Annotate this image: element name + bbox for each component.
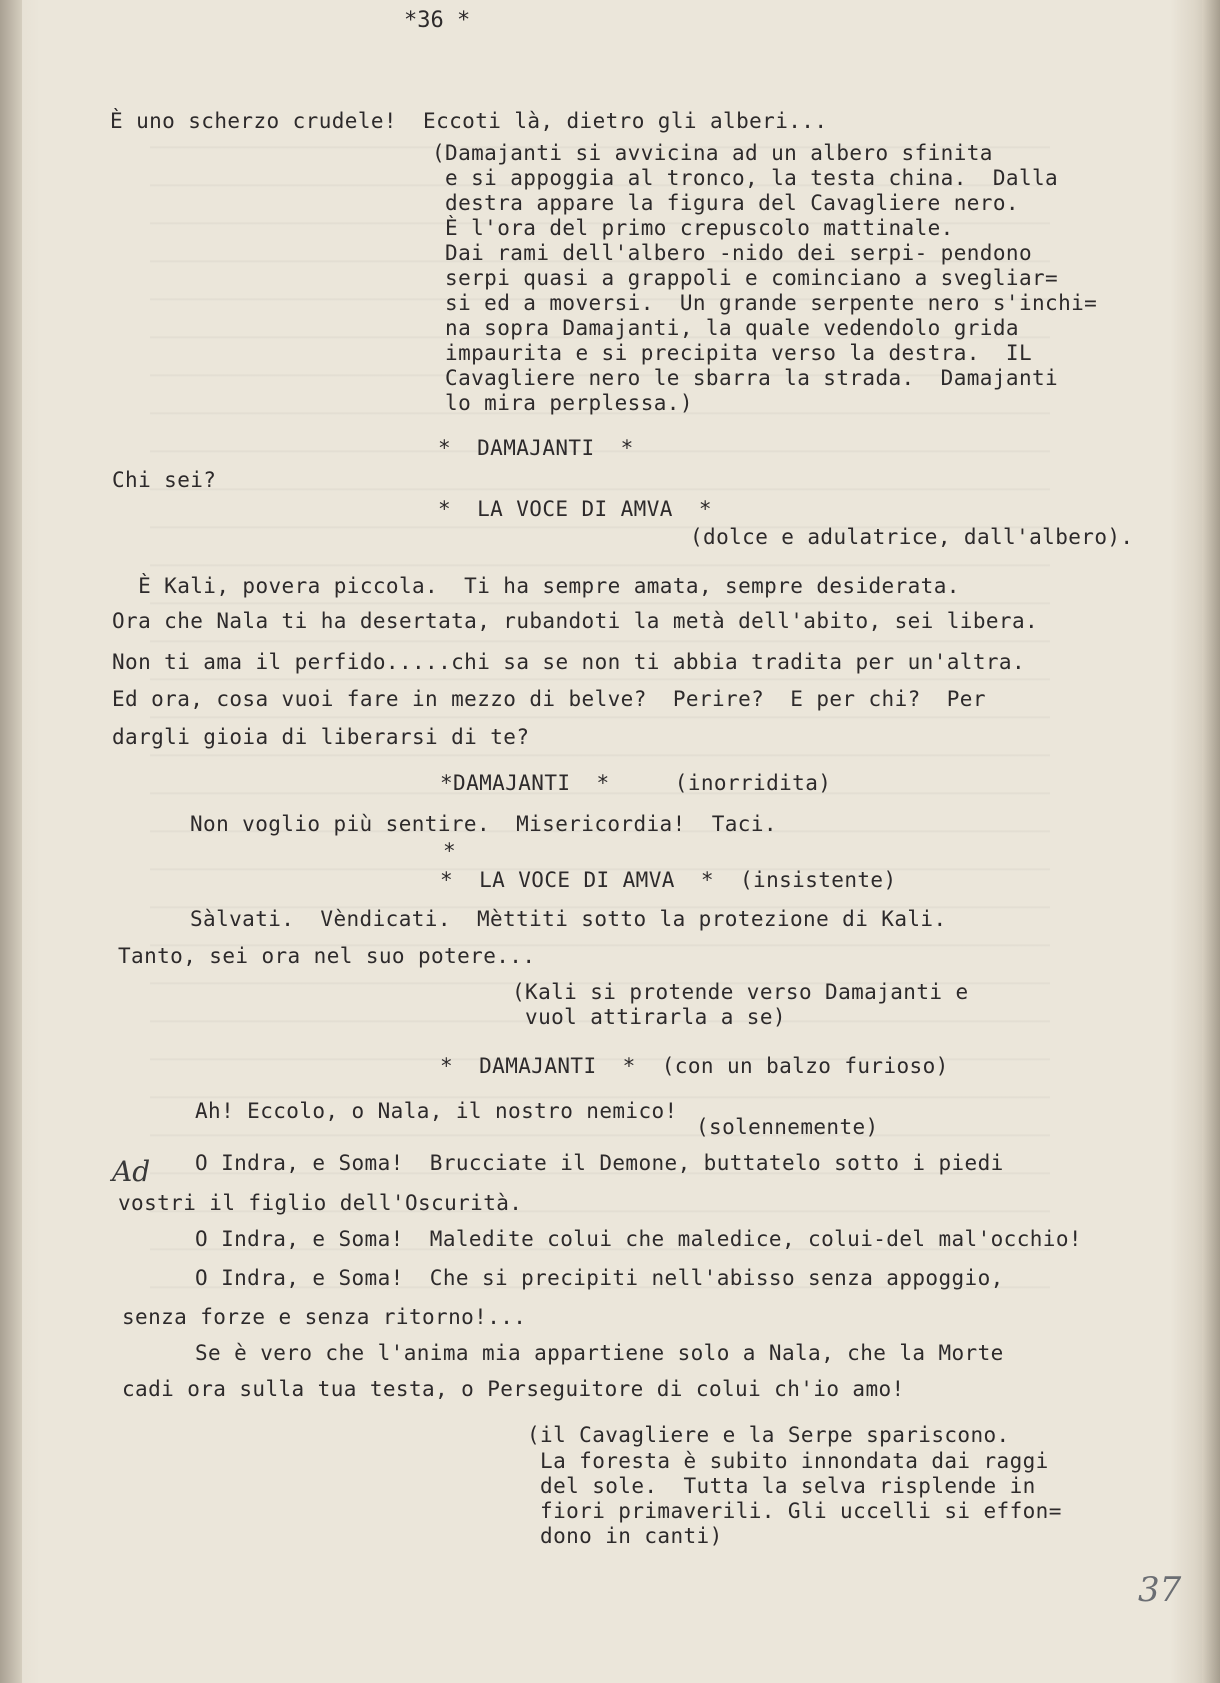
stage-direction-line: (solennemente) bbox=[696, 1115, 879, 1139]
stage-direction-line: lo mira perplessa.) bbox=[432, 391, 693, 415]
text-line: Non ti ama il perfido.....chi sa se non ti abbia tradita per un'altra. bbox=[112, 650, 1026, 674]
stage-direction-line: impaurita e si precipita verso la destra. IL bbox=[432, 341, 1032, 365]
stage-direction-line: (Damajanti si avvicina ad un albero sfinita bbox=[432, 141, 993, 165]
stage-direction-line: dono in canti) bbox=[527, 1524, 723, 1548]
speaker-heading: * DAMAJANTI * (con un balzo furioso) bbox=[440, 1054, 949, 1078]
text-line: È Kali, povera piccola. Ti ha sempre amata, sempre desiderata. bbox=[112, 574, 960, 598]
text-line: Ora che Nala ti ha desertata, rubandoti la metà dell'abito, sei libera. bbox=[112, 609, 1039, 633]
text-line: Sàlvati. Vèndicati. Mèttiti sotto la protezione di Kali. bbox=[190, 907, 947, 931]
stage-direction-line: La foresta è subito innondata dai raggi bbox=[527, 1449, 1049, 1473]
stage-direction-line: serpi quasi a grappoli e cominciano a svegliar= bbox=[432, 266, 1059, 290]
stage-direction-line: fiori primaverili. Gli uccelli si effon= bbox=[527, 1499, 1062, 1523]
text-line: senza forze e senza ritorno!... bbox=[122, 1305, 527, 1329]
stage-direction-line: vuol attirarla a se) bbox=[512, 1005, 786, 1029]
stage-direction-line: È l'ora del primo crepuscolo mattinale. bbox=[432, 216, 954, 240]
text-line: Chi sei? bbox=[112, 468, 217, 492]
text-line: O Indra, e Soma! Brucciate il Demone, buttatelo sotto i piedi bbox=[195, 1151, 1004, 1175]
page-right-edge bbox=[1202, 0, 1220, 1683]
stage-direction-line: del sole. Tutta la selva risplende in bbox=[527, 1474, 1036, 1498]
speaker-heading: * DAMAJANTI * bbox=[438, 436, 634, 460]
stage-direction-line: e si appoggia al tronco, la testa china. Dalla bbox=[432, 166, 1059, 190]
text-line: * bbox=[443, 839, 457, 863]
page-number: *36 * bbox=[404, 8, 471, 33]
speaker-heading: *DAMAJANTI * (inorridita) bbox=[440, 771, 832, 795]
stage-direction-line: (dolce e adulatrice, dall'albero). bbox=[690, 525, 1134, 549]
page-binding-edge bbox=[0, 0, 22, 1683]
text-line: È uno scherzo crudele! Eccoti là, dietro gli alberi... bbox=[110, 109, 828, 133]
text-line: cadi ora sulla tua testa, o Perseguitore di colui ch'io amo! bbox=[122, 1377, 905, 1401]
stage-direction-line: Cavagliere nero le sbarra la strada. Damajanti bbox=[432, 366, 1059, 390]
speaker-heading: * LA VOCE DI AMVA * (insistente) bbox=[440, 868, 897, 892]
stage-direction-line: (Kali si protende verso Damajanti e bbox=[512, 980, 969, 1004]
handwritten-margin-mark: Ad bbox=[112, 1155, 151, 1188]
speaker-heading: * LA VOCE DI AMVA * bbox=[438, 497, 712, 521]
stage-direction-line: Dai rami dell'albero -nido dei serpi- pendono bbox=[432, 241, 1032, 265]
text-line: O Indra, e Soma! Maledite colui che maledice, colui-del mal'occhio! bbox=[195, 1227, 1082, 1251]
text-line: Non voglio più sentire. Misericordia! Taci. bbox=[190, 812, 777, 836]
stage-direction-line: na sopra Damajanti, la quale vedendolo grida bbox=[432, 316, 1019, 340]
text-line: Tanto, sei ora nel suo potere... bbox=[118, 944, 536, 968]
handwritten-page-number: 37 bbox=[1138, 1570, 1182, 1610]
stage-direction-line: destra appare la figura del Cavagliere nero. bbox=[432, 191, 1019, 215]
stage-direction-line: si ed a moversi. Un grande serpente nero s'inchi= bbox=[432, 291, 1098, 315]
text-line: dargli gioia di liberarsi di te? bbox=[112, 725, 530, 749]
text-line: vostri il figlio dell'Oscurità. bbox=[118, 1191, 523, 1215]
text-line: Ah! Eccolo, o Nala, il nostro nemico! bbox=[195, 1099, 678, 1123]
text-line: Se è vero che l'anima mia appartiene solo a Nala, che la Morte bbox=[195, 1341, 1004, 1365]
text-line: O Indra, e Soma! Che si precipiti nell'abisso senza appoggio, bbox=[195, 1266, 1004, 1290]
stage-direction-line: (il Cavagliere e la Serpe spariscono. bbox=[527, 1423, 1010, 1447]
text-line: Ed ora, cosa vuoi fare in mezzo di belve? Perire? E per chi? Per bbox=[112, 687, 986, 711]
